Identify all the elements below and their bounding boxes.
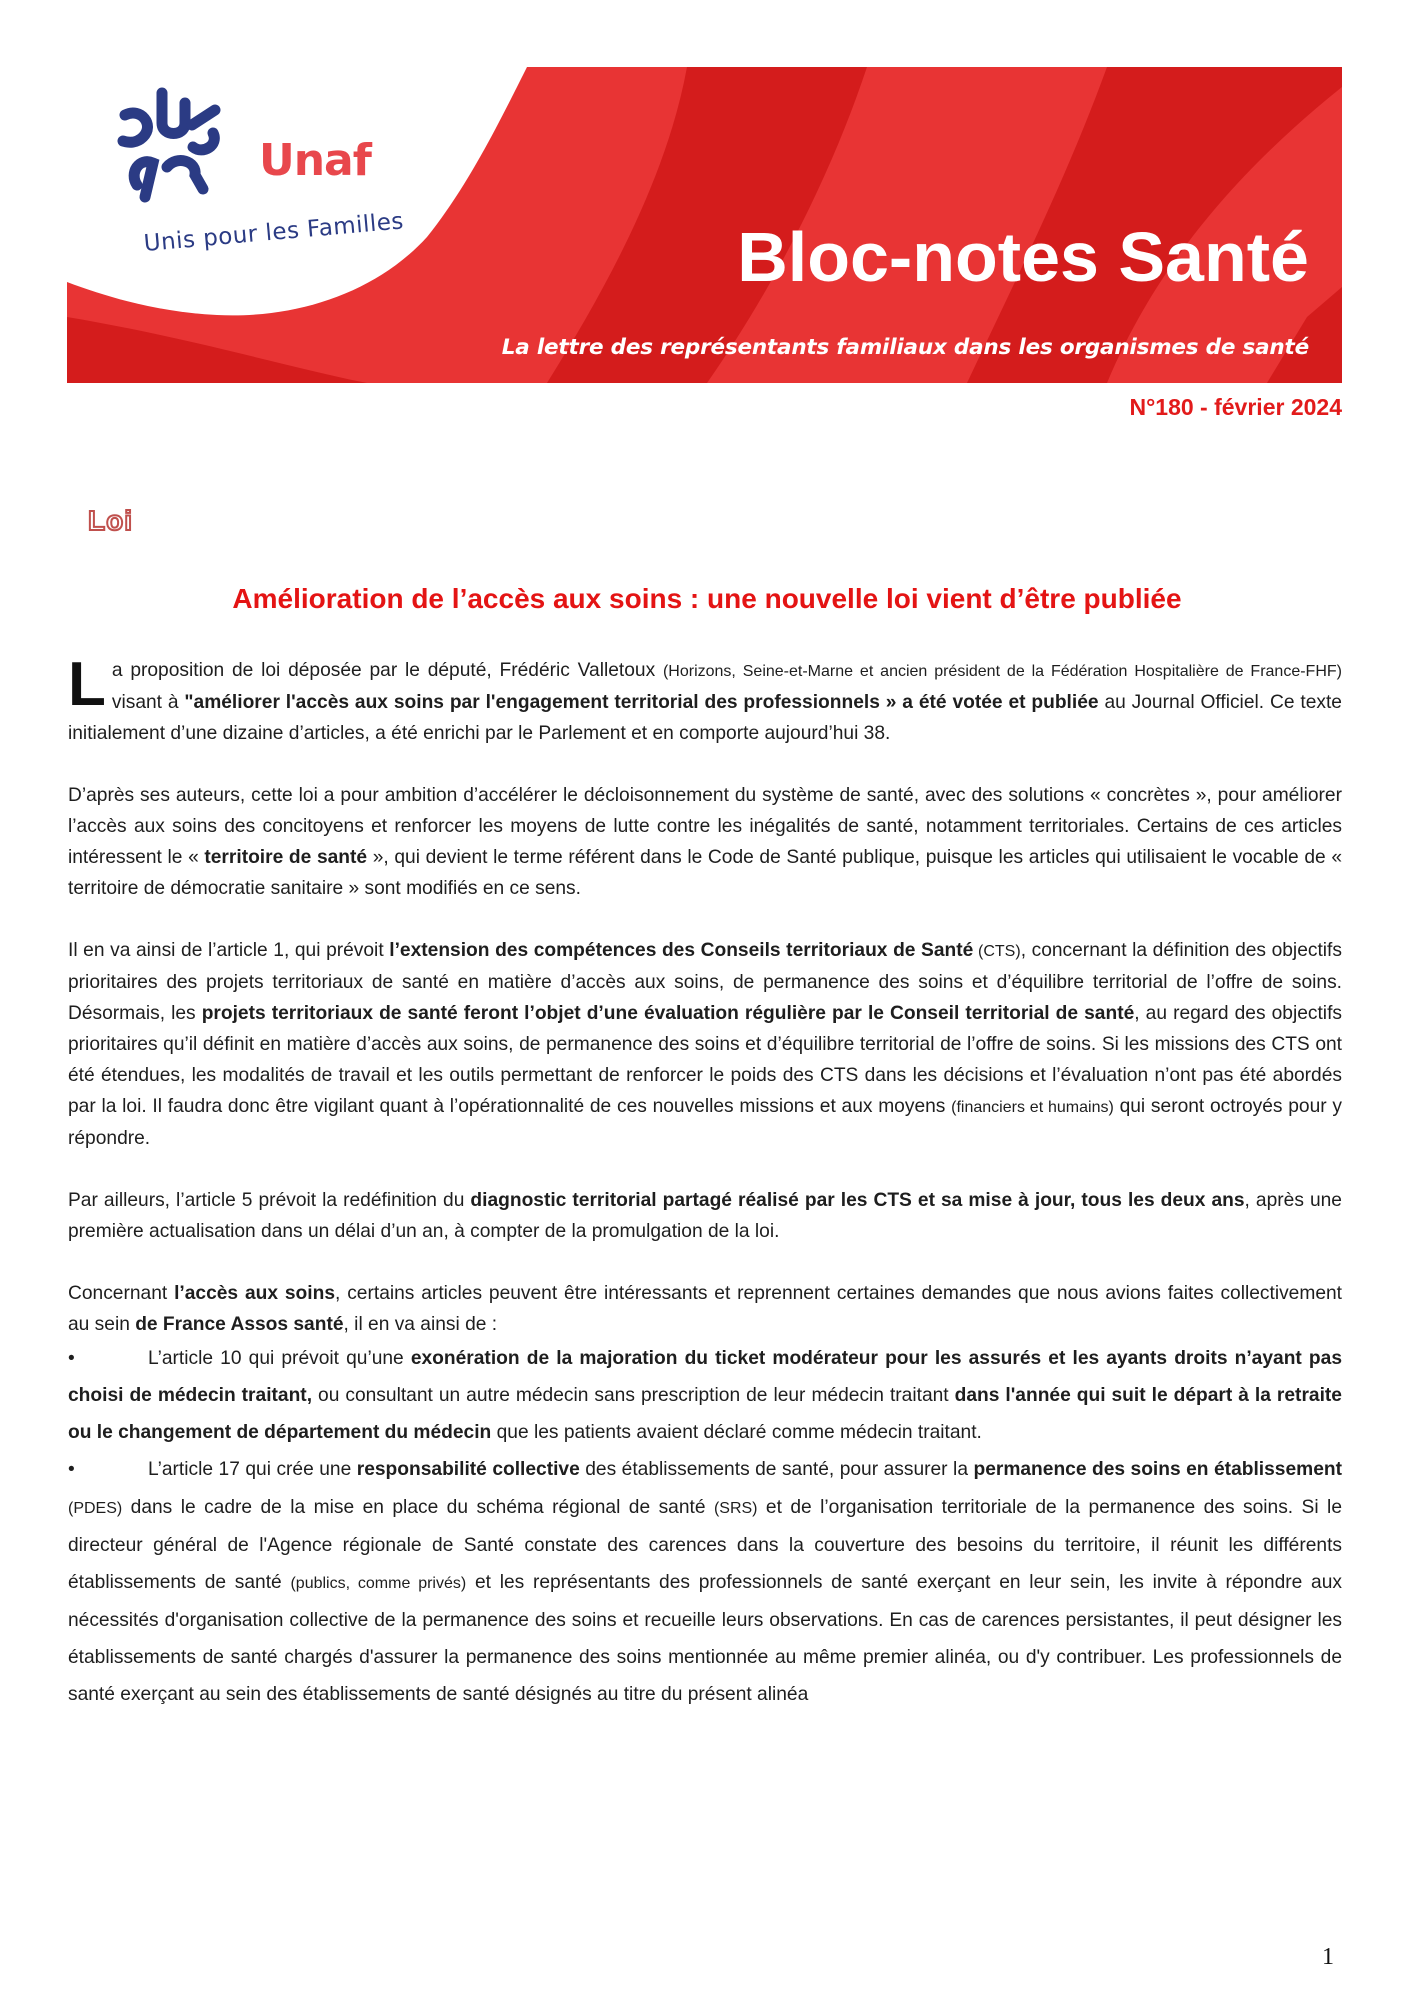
logo-tagline: Unis pour les Familles: [142, 208, 405, 257]
paragraph-article-1: [68, 935, 1342, 1154]
text: L’article 10 qui prévoit qu’une: [148, 1348, 411, 1369]
text: qui seront octroyés pour y répondre.: [68, 1096, 1343, 1149]
text: », qui devient le terme référent dans le Code de Santé publique, puisque les articles qui utilisaient le vocable de « territoire de démocratie sanitaire » sont modifiés en ce sens.: [68, 847, 1342, 899]
newsletter-title: Bloc-notes Santé: [737, 218, 1309, 296]
bullet-icon: •: [68, 1348, 75, 1369]
paragraph-access-care: [68, 1278, 1342, 1340]
article-list: [68, 1340, 1342, 1713]
text: L’article 17 qui crée une: [148, 1459, 357, 1480]
text: D’après ses auteurs, cette loi a pour ambition d’accélérer le décloisonnement du système de santé, avec des solutions « concrètes », pour améliorer l’accès aux soins des concitoyens et renforcer les moyens de lutte contre les inégalités de santé, notamment territoriales. Certains de ces articles intéressent le «: [68, 785, 1342, 868]
paragraph-objectives: [68, 780, 1342, 904]
text-emphasis: "améliorer l'accès aux soins par l'engagement territorial des professionnels » a été votée et publiée: [184, 692, 1099, 713]
text-aside: (Horizons, Seine-et-Marne et ancien président de la Fédération Hospitalière de France-FHF): [662, 663, 1342, 680]
drop-cap: L: [68, 650, 106, 719]
newsletter-subtitle: La lettre des représentants familiaux dans les organismes de santé: [501, 335, 1309, 360]
text-emphasis: l’extension des compétences des Conseils territoriaux de Santé: [389, 940, 974, 961]
text-emphasis: de France Assos santé: [135, 1314, 344, 1335]
text: dans le cadre de la mise en place du schéma régional de santé: [122, 1497, 714, 1518]
text: Il en va ainsi de l’article 1, qui prévoit: [68, 940, 390, 961]
bullet-icon: •: [68, 1459, 75, 1480]
text-aside: (publics, comme privés): [290, 1575, 467, 1592]
article-body: [68, 650, 1343, 1713]
unaf-emblem-icon: [107, 85, 257, 230]
text: , il en va ainsi de :: [343, 1314, 498, 1335]
text: et les représentants des professionnels de santé exerçant en leur sein, les invite à répondre aux nécessités d'organisation collective de la permanence des soins et recueille leurs observations. En cas de carences persistantes, il peut désigner les établissements de santé chargés d'assurer la permanence des soins mentionnée au même premier alinéa, ou d'y contribuer. Les professionnels de santé exerçant au sein des établissements de santé désignés au titre du présent alinéa: [68, 1572, 1342, 1705]
text-aside: (financiers et humains): [951, 1099, 1114, 1116]
text-emphasis: permanence des soins en établissement: [973, 1459, 1342, 1480]
text: que les patients avaient déclaré comme médecin traitant.: [491, 1422, 982, 1443]
text-emphasis: projets territoriaux de santé feront l’objet d’une évaluation régulière par le Conseil territorial de santé: [201, 1003, 1135, 1024]
text: a proposition de loi déposée par le député, Frédéric Valletoux: [111, 660, 663, 681]
text: au Journal Officiel. Ce texte initialement d’une dizaine d’articles, a été enrichi par le Parlement et en comporte aujourd’hui 38.: [68, 692, 1342, 744]
text-aside: (SRS): [713, 1500, 758, 1517]
text: visant à: [111, 692, 185, 713]
text: Concernant: [68, 1283, 175, 1304]
paragraph-article-5: [68, 1185, 1342, 1247]
text: , après une première actualisation dans un délai d’un an, à compter de la promulgation de la loi.: [68, 1190, 1342, 1242]
text-emphasis: l’accès aux soins: [174, 1283, 336, 1304]
text: des établissements de santé, pour assurer la: [579, 1459, 974, 1480]
text: et de l’organisation territoriale de la permanence des soins. Si le directeur général de l'Agence régionale de Santé constate des carences dans la couverture des besoins du territoire, il réunit les différents établissements de santé: [68, 1497, 1342, 1593]
text-emphasis: exonération de la majoration du ticket modérateur pour les assurés et les ayants droits n’ayant pas choisi de médecin traitant,: [68, 1348, 1342, 1406]
text: ou consultant un autre médecin sans prescription de leur médecin traitant: [312, 1385, 955, 1406]
list-item-article-17: [68, 1451, 1342, 1713]
paragraph-intro: [68, 650, 1342, 749]
issue-number: N°180 - février 2024: [1129, 394, 1342, 420]
header-banner: [67, 67, 1342, 383]
text: Par ailleurs, l’article 5 prévoit la redéfinition du: [68, 1190, 471, 1211]
text-aside: (PDES): [68, 1500, 123, 1517]
section-heading: Loi: [88, 505, 133, 536]
text-emphasis: dans l'année qui suit le départ à la retraite ou le changement de département du médecin: [68, 1385, 1342, 1443]
article-title: Amélioration de l’accès aux soins : une nouvelle loi vient d’être publiée: [232, 583, 1182, 614]
list-item-article-10: [68, 1340, 1342, 1451]
text-emphasis: responsabilité collective: [356, 1459, 580, 1480]
page-number: 1: [1322, 1944, 1334, 1970]
text-aside: (CTS): [973, 943, 1021, 960]
text: , concernant la définition des objectifs prioritaires des projets territoriaux de santé en matière d’accès aux soins, de permanence des soins et d’équilibre territorial de l’offre de soins. Désormais, les: [68, 940, 1342, 1024]
text: , au regard des objectifs prioritaires qu’il définit en matière d’accès aux soins, de permanence des soins et d’équilibre territorial de l’offre de soins. Si les missions des CTS ont été étendues, les modalités de travail et les outils permettant de renforcer le poids des CTS dans les décisions et l’évaluation n’ont pas été abordés par la loi. Il faudra donc être vigilant quant à l’opérationnalité de ces nouvelles missions et aux moyens: [68, 1003, 1342, 1117]
unaf-logo: [107, 85, 467, 275]
text: , certains articles peuvent être intéressants et reprennent certaines demandes que nous avions faites collectivement au sein: [68, 1283, 1343, 1335]
logo-wordmark: Unaf: [259, 135, 371, 186]
text-emphasis: territoire de santé: [204, 847, 368, 868]
text-emphasis: diagnostic territorial partagé réalisé par les CTS et sa mise à jour, tous les deux ans: [470, 1190, 1245, 1211]
